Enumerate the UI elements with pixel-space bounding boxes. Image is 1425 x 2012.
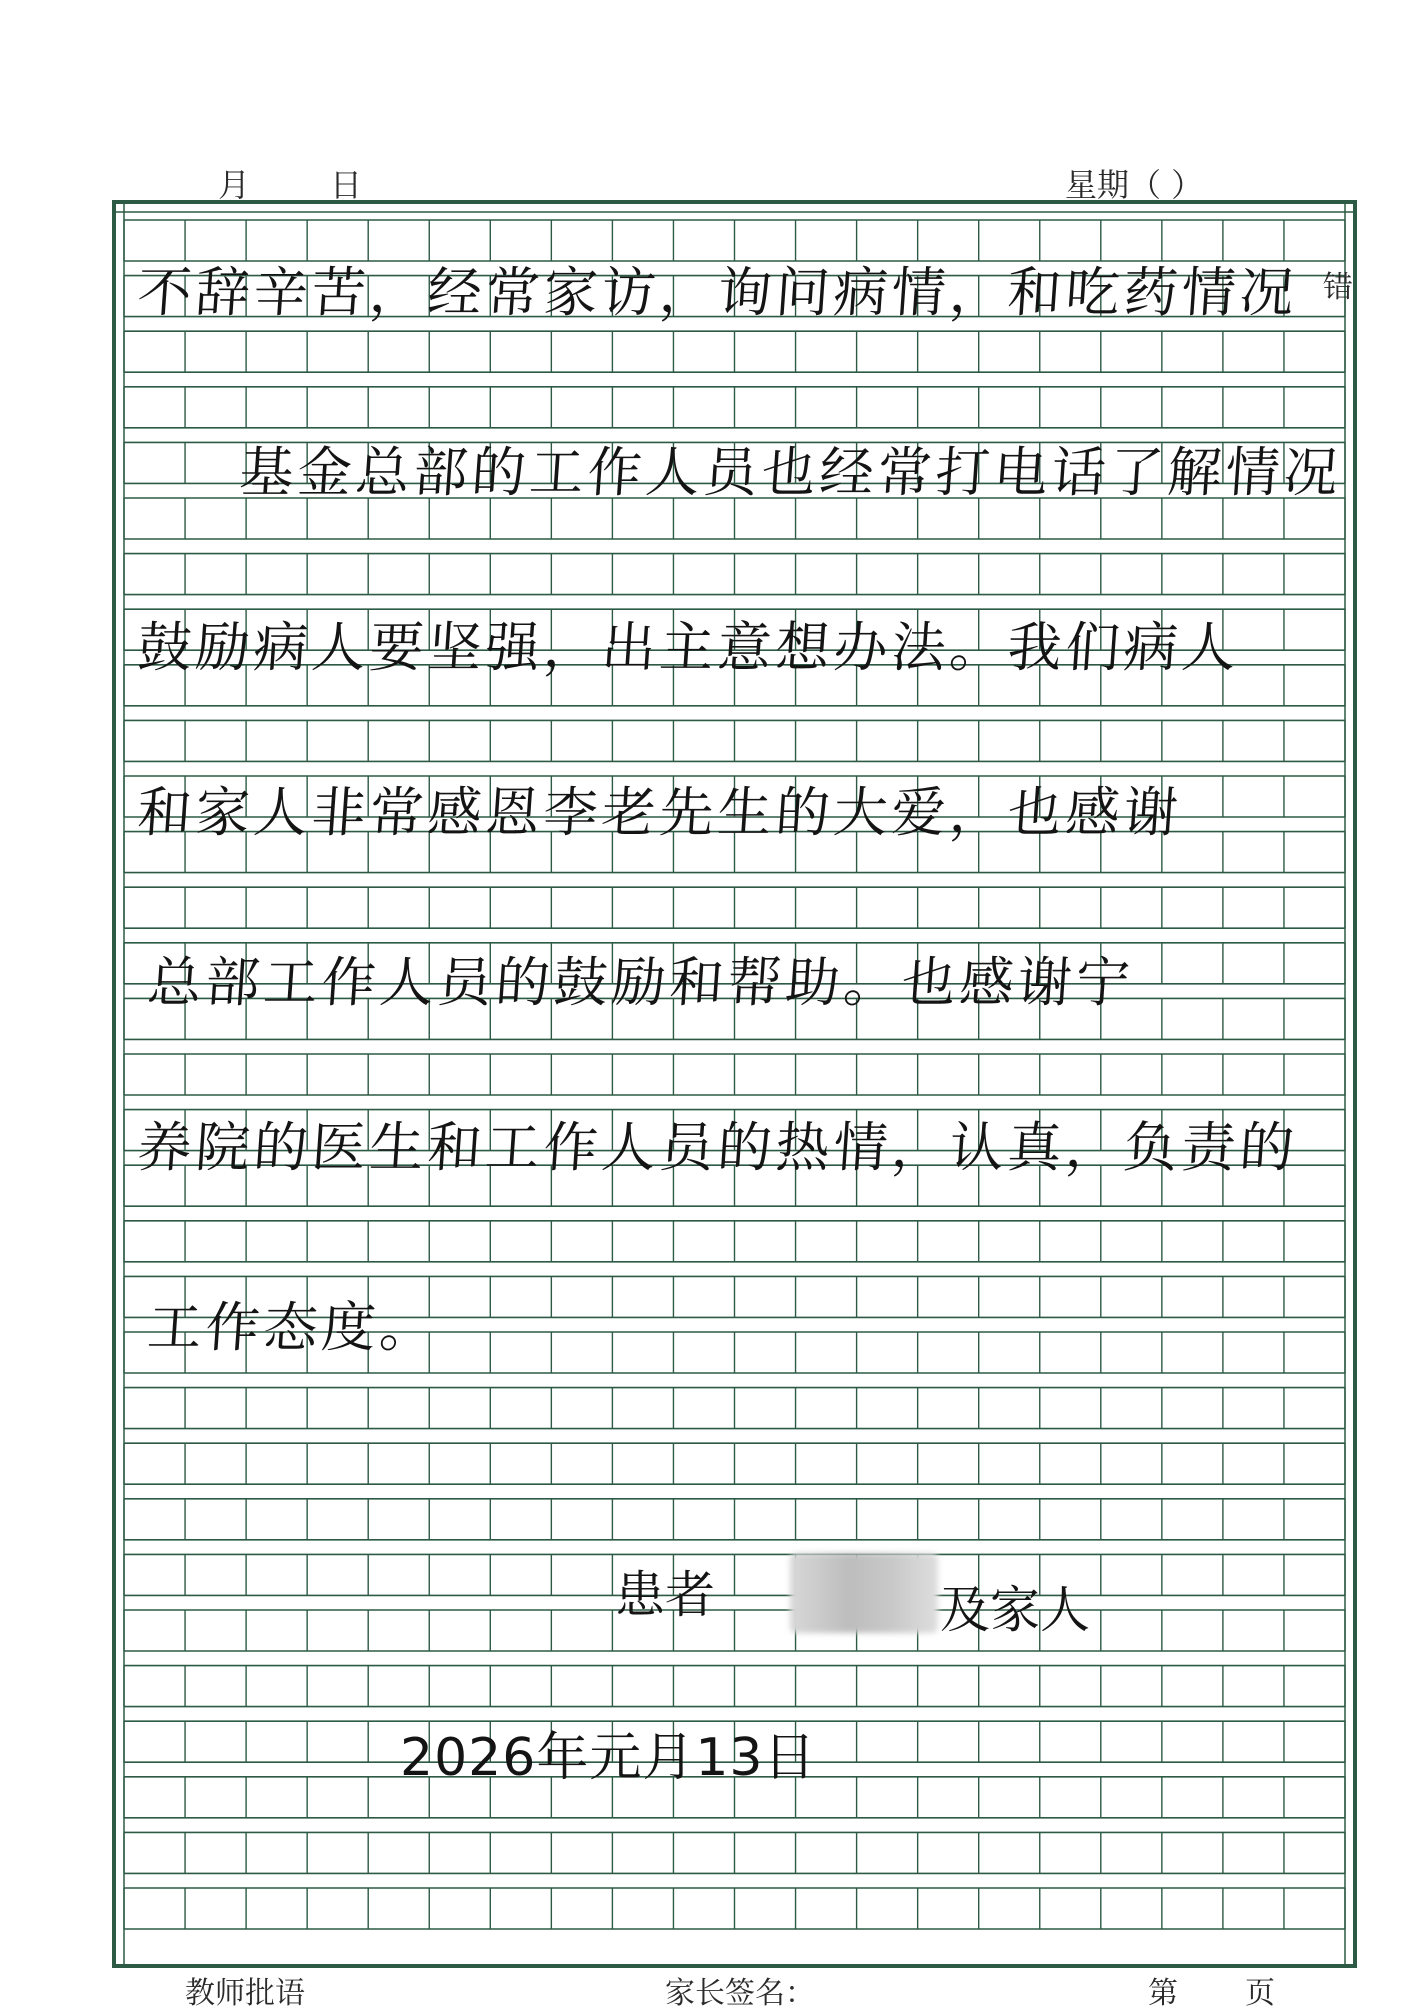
weekday-label: 星期（ ） <box>1065 166 1204 204</box>
letter-date: 2026年元月13日 <box>400 1728 817 1788</box>
signature-prefix: 患者 <box>615 1566 715 1624</box>
handwritten-line-5: 总部工作人员的鼓励和帮助。也感谢宁 <box>145 951 1136 1014</box>
signature-suffix: 及家人 <box>940 1581 1090 1639</box>
margin-note: 错 <box>1323 270 1353 305</box>
handwritten-line-4: 和家人非常感恩李老先生的大爱，也感谢 <box>135 781 1184 844</box>
handwritten-line-1: 不辞辛苦，经常家访，询问病情，和吃药情况 <box>135 261 1300 324</box>
parent-signature-label: 家长签名： <box>665 1976 815 2011</box>
handwritten-line-3: 鼓励病人要坚强，出主意想办法。我们病人 <box>135 616 1242 679</box>
page-prefix-label: 第 <box>1148 1976 1178 2011</box>
handwritten-line-2: 基金总部的工作人员也经常打电话了解情况 <box>237 441 1344 504</box>
month-label: 月 <box>218 166 251 204</box>
handwritten-line-6: 养院的医生和工作人员的热情，认真，负责的 <box>135 1116 1300 1179</box>
teacher-comment-label: 教师批语 <box>185 1976 305 2011</box>
handwritten-line-7: 工作态度。 <box>145 1296 440 1359</box>
day-label: 日 <box>330 166 363 204</box>
redacted-name <box>790 1553 938 1633</box>
page-suffix-label: 页 <box>1245 1976 1275 2011</box>
